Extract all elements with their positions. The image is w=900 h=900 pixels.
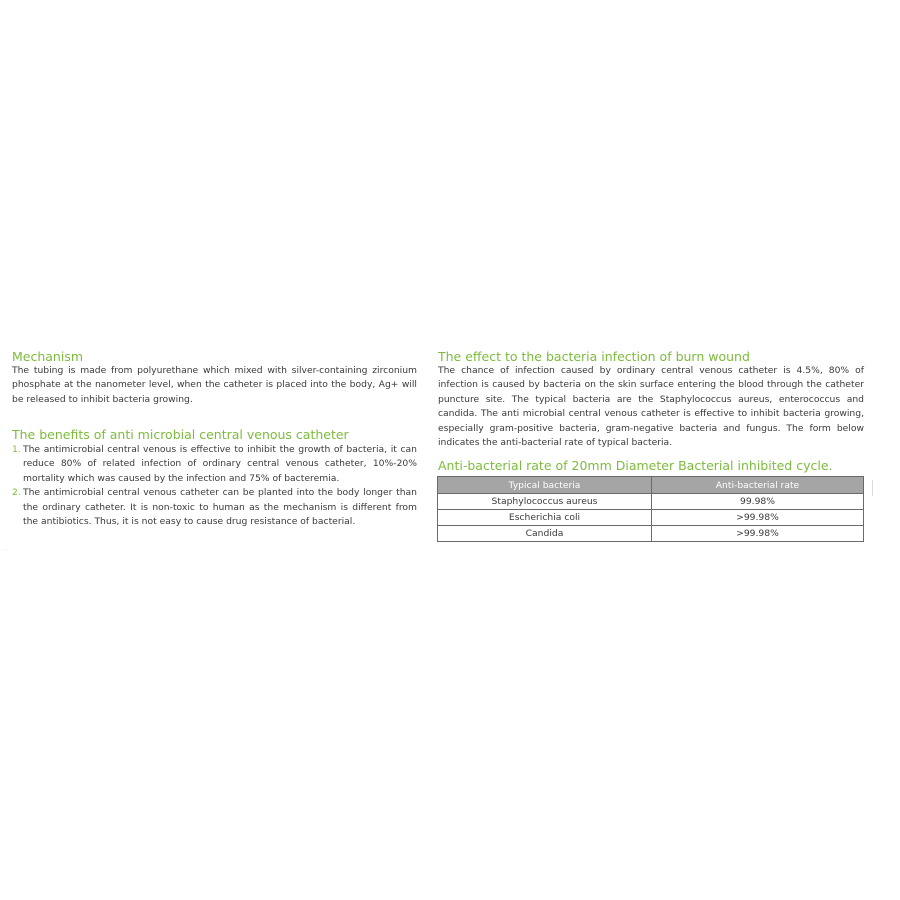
bacteria-rate: >99.98% [652,526,864,542]
benefit-number-1: 1. [12,444,21,455]
benefit-text-2: The antimicrobial central venous catheter can be planted into the body longer than the ordinary catheter. It is non-toxic to human as the mechanism is different from the antibiotics. Thus, it is not easy to cause drug resistance of bacterial. [23,487,417,528]
benefit-item-1 [12,443,417,486]
effect-text: The chance of infection caused by ordinary central venous catheter is 4.5%, 80% of infection is caused by bacteria on the skin surface entering the blood through the catheter puncture site. The typical bacteria are the Staphylococcus aureus, enterococcus and candida. The anti microbial central venous catheter is effective to inhibit bacteria growing, especially gram-positive bacteria, gram-negative bacteria and fungus. The form below indicates the anti-bacterial rate of typical bacteria. [438,365,864,449]
rates-title: Anti-bacterial rate of 20mm Diameter Bacterial inhibited cycle. [438,458,833,473]
bacteria-rate: 99.98% [652,494,864,510]
table-row [438,494,864,510]
effect-title: The effect to the bacteria infection of burn wound [438,349,750,364]
corner-marker: · · [3,547,9,553]
benefits-title: The benefits of anti microbial central venous catheter [12,427,349,442]
header-antibacterial-rate: Anti-bacterial rate [652,477,864,494]
benefits-list [12,443,417,529]
bacteria-name: Candida [438,526,652,542]
table-row [438,526,864,542]
antibacterial-rate-table [437,476,864,542]
bacteria-rate: >99.98% [652,510,864,526]
edge-line [872,480,876,496]
bacteria-name: Staphylococcus aureus [438,494,652,510]
benefit-item-2 [12,486,417,529]
table-row [438,510,864,526]
header-typical-bacteria: Typical bacteria [438,477,652,494]
bacteria-name: Escherichia coli [438,510,652,526]
benefit-number-2: 2. [12,487,21,499]
mechanism-text: The tubing is made from polyurethane which mixed with silver-containing zirconium phosphate at the nanometer level, when the catheter is placed into the body, Ag+ will be released to inhibit bacteria growing. [12,365,417,405]
benefit-text-1: The antimicrobial central venous is effective to inhibit the growth of bacteria, it can reduce 80% of related infection of ordinary central venous catheter, 10%-20% mortality which was caused by the infection and 75% of bacteremia. [23,444,417,484]
mechanism-title: Mechanism [12,349,84,364]
table-header-row [438,477,864,494]
